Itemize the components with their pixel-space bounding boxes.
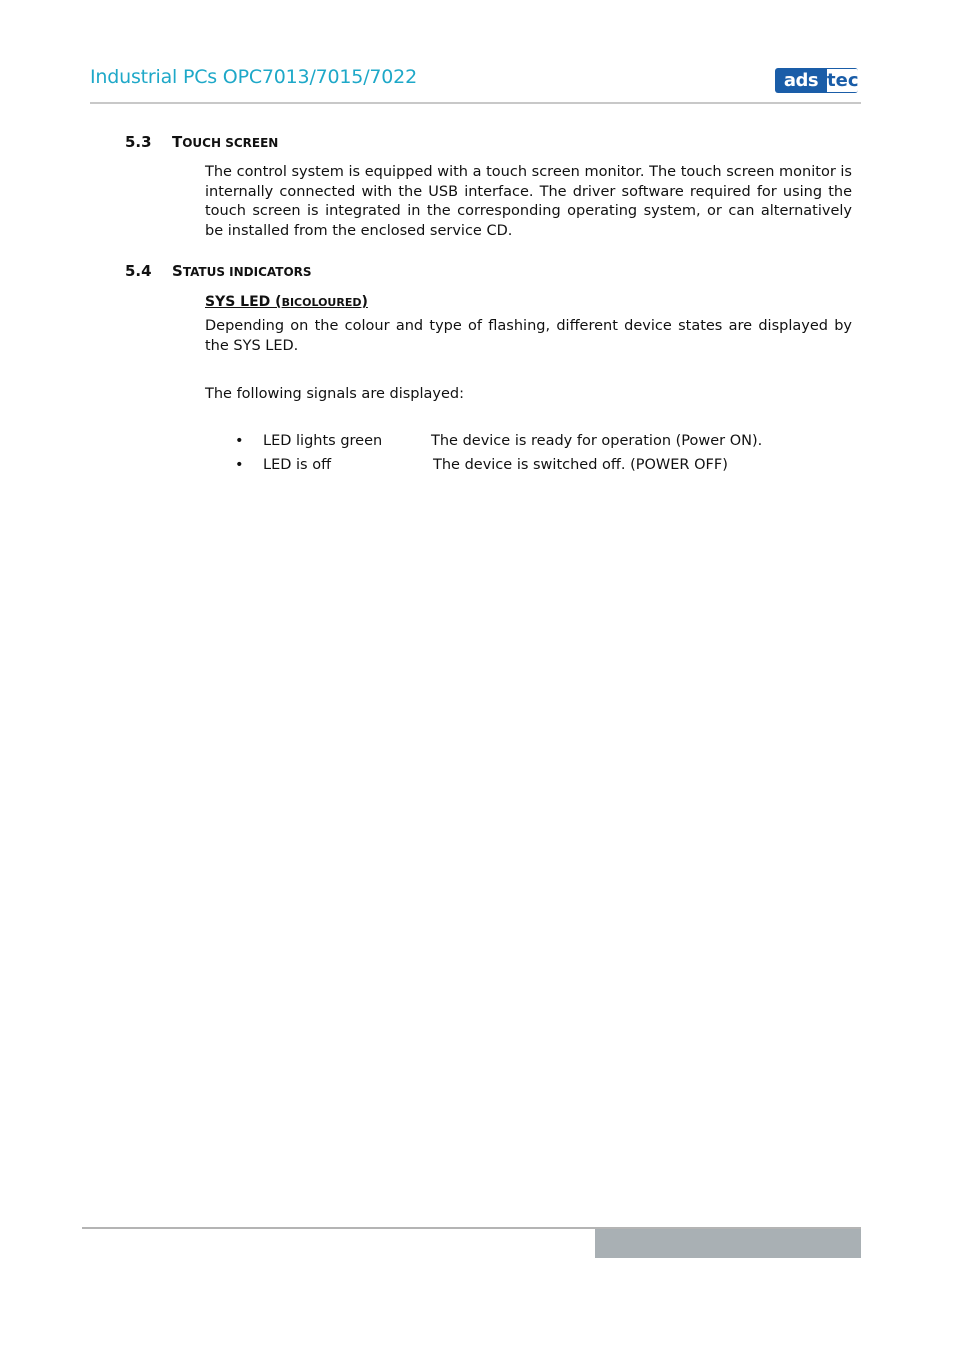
- touch-screen-paragraph: The control system is equipped with a touch screen monitor. The touch screen monitor is internally connected with the USB interface. The driver software required for using the touch screen is integrated in the corresponding operating system, or can alternatively be installed from the enclosed service CD.: [205, 164, 852, 239]
- footer-bar: [595, 1229, 861, 1258]
- header-divider: [90, 102, 861, 104]
- signal-label: LED is off: [263, 457, 332, 473]
- sys-led-paragraph: Depending on the colour and type of flashing, different device states are displayed by the SYS LED.: [205, 318, 852, 354]
- document-title: Industrial PCs OPC7013/7015/7022: [90, 66, 417, 88]
- logo-tec-part: tec: [827, 70, 858, 91]
- bullet-icon: •: [235, 457, 244, 473]
- section-number: 5.3: [125, 133, 152, 151]
- adstec-logo: [775, 68, 858, 93]
- section-number: 5.4: [125, 262, 152, 280]
- logo-ads-part: ads: [775, 68, 827, 93]
- signal-description: The device is ready for operation (Power ON).: [431, 433, 763, 449]
- signal-label: LED lights green: [263, 433, 383, 449]
- subsection-title: SYS LED (BICOLOURED): [205, 294, 368, 310]
- signals-intro: The following signals are displayed:: [205, 386, 464, 402]
- section-title: STATUS INDICATORS: [172, 262, 312, 280]
- bullet-icon: •: [235, 433, 244, 449]
- section-title: TOUCH SCREEN: [172, 133, 279, 151]
- signal-description: The device is switched off. (POWER OFF): [433, 457, 728, 473]
